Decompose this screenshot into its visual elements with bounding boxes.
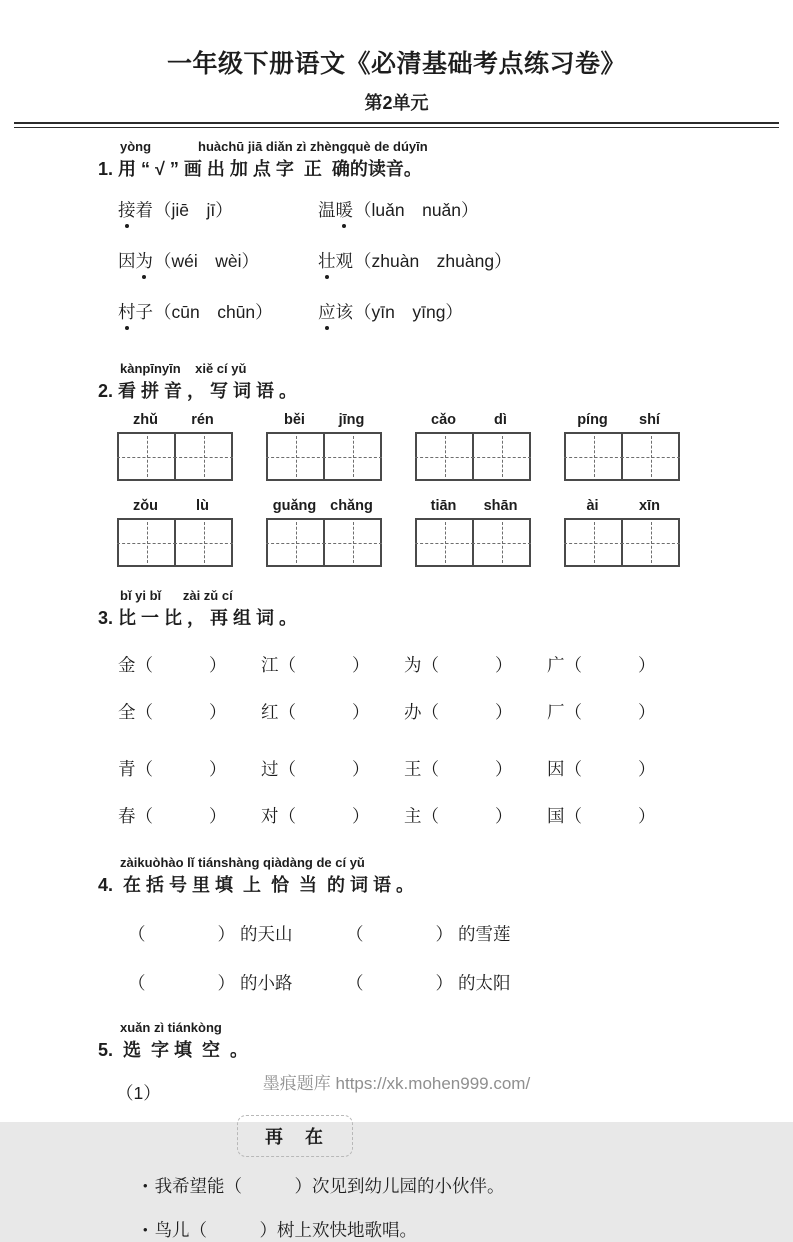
compare-word-item: 广（ ） [547, 655, 656, 675]
fill-word-label: 的太阳 [458, 973, 511, 993]
header-divider [14, 122, 779, 128]
pronunciation-item [318, 197, 793, 222]
choice-characters: 再 在 [265, 1127, 325, 1147]
q5-pinyin: xuǎn zì tiánkòng [120, 1020, 222, 1035]
compare-char: 春 [118, 806, 136, 826]
compare-word-item: 因（ ） [547, 759, 656, 779]
word-char: 村 [118, 299, 136, 324]
pinyin-syllable: jīng [338, 412, 365, 428]
pinyin-options: （wéi wèi） [154, 251, 260, 271]
compare-word-item: 办（ ） [404, 702, 513, 722]
pinyin-options: （zhuàn zhuàng） [354, 251, 512, 271]
compare-char: 青 [118, 759, 136, 779]
writing-box-group [266, 498, 382, 567]
writing-box-group [564, 412, 680, 481]
writing-box-group [117, 412, 233, 481]
character-writing-box [415, 518, 531, 567]
pinyin-syllable: chǎng [330, 498, 373, 514]
q1-pinyin: yòng huàchū jiā diǎn zì zhèngquè de dúyīn [120, 139, 428, 154]
pinyin-options: （jiē jī） [154, 200, 233, 220]
compare-word-item: 国（ ） [547, 806, 656, 826]
writing-cell [472, 434, 529, 479]
word-char: 暖 [336, 197, 354, 222]
q4-heading: 4. 在 括 号 里 填 上 恰 当 的 词 语 。 [98, 875, 415, 895]
word-char: 壮 [318, 248, 336, 273]
pinyin-options: （yīn yīng） [354, 302, 463, 322]
compare-char: 国 [547, 806, 565, 826]
unit-subtitle: 第2单元 [364, 93, 429, 113]
word-char: 温 [318, 200, 336, 220]
writing-cell [566, 434, 621, 479]
compare-word-item: 红（ ） [261, 702, 370, 722]
writing-cell [621, 520, 678, 565]
character-writing-box [564, 432, 680, 481]
writing-cell [417, 520, 472, 565]
fill-word-label: 的小路 [240, 973, 293, 993]
q3-heading: 3. 比 一 比 ， 再 组 词 。 [98, 608, 298, 628]
pinyin-pair [266, 412, 382, 428]
compare-char: 对 [261, 806, 279, 826]
writing-cell [119, 520, 174, 565]
fill-word-row [128, 921, 793, 946]
question-5 [0, 1021, 793, 1242]
word-char: 观 [335, 251, 353, 271]
pinyin-syllable: dì [494, 412, 507, 428]
writing-box-group [415, 498, 531, 567]
bullet-icon: • [143, 1222, 148, 1237]
question-3 [0, 589, 793, 828]
pronunciation-item [318, 248, 793, 273]
compare-char: 办 [404, 702, 422, 722]
writing-cell [174, 520, 231, 565]
writing-cell [268, 434, 323, 479]
compare-char: 厂 [547, 702, 565, 722]
fill-word-row [128, 970, 793, 995]
fill-word-item: （ ） 的天山 [128, 924, 293, 944]
writing-cell [119, 434, 174, 479]
word-char: 着 [135, 200, 153, 220]
pinyin-pair [117, 498, 233, 514]
pronunciation-item [118, 299, 318, 324]
question-1 [0, 140, 793, 324]
footer-link[interactable]: https://xk.mohen999.com/ [335, 1074, 531, 1093]
pinyin-syllable: zhǔ [133, 412, 158, 428]
q5-part-label: （1） [116, 1083, 161, 1103]
pronunciation-item [318, 299, 793, 324]
compare-char: 金 [118, 655, 136, 675]
character-choice-box [237, 1115, 353, 1157]
writing-cell [621, 434, 678, 479]
compare-row [118, 699, 793, 724]
compare-word-item: 江（ ） [261, 655, 370, 675]
fill-word-item: （ ） 的小路 [128, 973, 293, 993]
compare-char: 红 [261, 702, 279, 722]
compare-word-item: 春（ ） [118, 806, 227, 826]
fill-sentence [143, 1217, 793, 1242]
pinyin-options: （cūn chūn） [154, 302, 273, 322]
question-2 [0, 362, 793, 567]
pinyin-syllable: xīn [639, 498, 660, 514]
fill-word-item: （ ） 的雪莲 [346, 924, 511, 944]
pinyin-pair [117, 412, 233, 428]
writing-cell [566, 520, 621, 565]
writing-row-2 [117, 498, 793, 567]
compare-word-item: 过（ ） [261, 759, 370, 779]
compare-word-item: 金（ ） [118, 655, 227, 675]
pinyin-syllable: guǎng [272, 498, 317, 514]
compare-char: 为 [404, 655, 422, 675]
pinyin-syllable: běi [284, 412, 305, 428]
compare-word-item: 全（ ） [118, 702, 227, 722]
q5-heading: 5. 选 字 填 空 。 [98, 1040, 249, 1060]
pinyin-syllable: ài [586, 498, 599, 514]
pinyin-syllable: tiān [430, 498, 457, 514]
question-4 [0, 856, 793, 995]
compare-char: 过 [261, 759, 279, 779]
character-writing-box [266, 432, 382, 481]
page-title: 一年级下册语文《必清基础考点练习卷》 [166, 50, 626, 78]
pinyin-syllable: zǒu [133, 498, 158, 514]
compare-word-item: 王（ ） [404, 759, 513, 779]
word-char: 接 [118, 197, 136, 222]
footer-site-name: 墨痕题库 [262, 1074, 331, 1093]
footer-watermark [0, 1069, 793, 1094]
fill-word-label: 的天山 [240, 924, 293, 944]
writing-cell [417, 434, 472, 479]
pinyin-syllable: cǎo [431, 412, 456, 428]
character-writing-box [415, 432, 531, 481]
writing-cell [323, 434, 380, 479]
fill-word-item: （ ） 的太阳 [346, 973, 511, 993]
compare-row [118, 756, 793, 781]
pinyin-syllable: shān [483, 498, 518, 514]
pinyin-syllable: rén [191, 412, 214, 428]
writing-box-group [117, 498, 233, 567]
character-writing-box [117, 432, 233, 481]
compare-char: 主 [404, 806, 422, 826]
writing-cell [323, 520, 380, 565]
pinyin-syllable: shí [639, 412, 660, 428]
character-writing-box [564, 518, 680, 567]
character-writing-box [117, 518, 233, 567]
fill-word-label: 的雪莲 [458, 924, 511, 944]
pinyin-options: （luǎn nuǎn） [354, 200, 479, 220]
pinyin-pair [266, 498, 382, 514]
compare-char: 因 [547, 759, 565, 779]
pinyin-pair [415, 412, 531, 428]
pinyin-syllable: lù [196, 498, 209, 514]
compare-char: 全 [118, 702, 136, 722]
q4-pinyin: zàikuòhào lǐ tiánshàng qiàdàng de cí yǔ [120, 855, 365, 870]
q2-heading: 2. 看 拼 音 ， 写 词 语 。 [98, 381, 298, 401]
pinyin-pair [415, 498, 531, 514]
compare-row [118, 803, 793, 828]
compare-word-item: 青（ ） [118, 759, 227, 779]
writing-cell [174, 434, 231, 479]
writing-box-group [564, 498, 680, 567]
sentence-text: 鸟儿（ ）树上欢快地歌唱。 [154, 1220, 418, 1240]
writing-box-group [266, 412, 382, 481]
pinyin-pair [564, 498, 680, 514]
compare-char: 江 [261, 655, 279, 675]
bullet-icon: • [143, 1178, 148, 1193]
word-char: 为 [136, 248, 154, 273]
fill-sentence [143, 1173, 793, 1198]
q3-pinyin: bǐ yi bǐ zài zǔ cí [120, 588, 233, 603]
word-char: 应 [318, 299, 336, 324]
word-char: 该 [335, 302, 353, 322]
pinyin-syllable: píng [577, 412, 608, 428]
word-char: 子 [135, 302, 153, 322]
compare-word-item: 厂（ ） [547, 702, 656, 722]
q2-pinyin: kànpīnyīn xiě cí yǔ [120, 361, 247, 376]
compare-word-item: 对（ ） [261, 806, 370, 826]
compare-word-item: 主（ ） [404, 806, 513, 826]
writing-cell [472, 520, 529, 565]
compare-char: 广 [547, 655, 565, 675]
character-writing-box [266, 518, 382, 567]
compare-row [118, 652, 793, 677]
q1-heading: 1. 用 “ √ ” 画 出 加 点 字 正 确的读音。 [98, 159, 422, 179]
compare-word-item: 为（ ） [404, 655, 513, 675]
writing-cell [268, 520, 323, 565]
sentence-text: 我希望能（ ）次见到幼儿园的小伙伴。 [154, 1176, 505, 1196]
pronunciation-item [118, 248, 318, 273]
q1-items [118, 197, 793, 324]
word-char: 因 [118, 251, 136, 271]
pronunciation-item [118, 197, 318, 222]
compare-char: 王 [404, 759, 422, 779]
writing-box-group [415, 412, 531, 481]
pinyin-pair [564, 412, 680, 428]
writing-row-1 [117, 412, 793, 481]
